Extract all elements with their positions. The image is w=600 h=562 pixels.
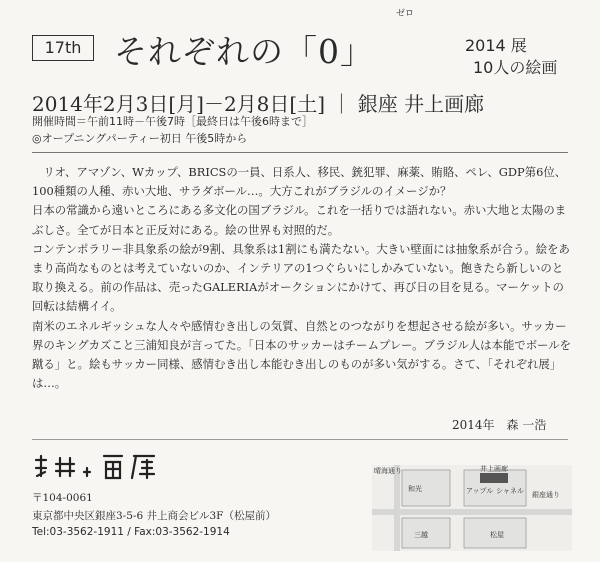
opening-party: ◎オープニングパーティー初日 午後5時から (32, 132, 248, 145)
essay-paragraph: リオ、アマゾン、Wカップ、BRICSの一員、日系人、移民、銃犯罪、麻薬、賄賂、ペレ、GDP第6位、100種類の人種、赤い大地、サラダボール…。大方これがブラジルのイメージか？ (32, 165, 567, 199)
essay-paragraph: コンテンポラリー非具象系の絵が9割、具象系は1割にも満たない。大きい壁面には抽象系が合う。絵をあまり高尚なものとは考えていないのか、インテリアの1つぐらいにしかみていない。飽きたら新しいのと取り換える。前の作品は、売ったGALERIAがオークションにかけて、再び日の目を見る。マーケットの回転は結構イイ。 (32, 241, 570, 314)
essay-paragraph: 日本の常識から遠いところにある多文化の国ブラジル。これを一括りでは語れない。赤い大地と太陽のまぶしさ。全てが日本と正反対にある。絵の世界も対照的だ。 (32, 203, 567, 237)
phone-fax: Tel:03-3562-1911 / Fax:03-3562-1914 (32, 526, 230, 538)
title-ruby: ゼロ (396, 9, 415, 19)
address: 東京都中央区銀座3-5-6 井上商会ビル3F（松屋前） (32, 510, 276, 522)
location-map (372, 465, 572, 551)
map-label-store: 和光 (408, 485, 422, 493)
essay (32, 163, 572, 393)
gallery-logo (32, 450, 162, 482)
divider (32, 152, 568, 153)
postal-code: 〒104-0061 (32, 492, 93, 504)
edition-badge: 17th (32, 35, 94, 61)
subtitle-artists: 10人の絵画 (473, 58, 558, 77)
map-label-street: 晴海通り (374, 467, 402, 475)
essay-signature: 2014年 森 一浩 (452, 418, 547, 432)
map-label-store: 松屋 (490, 531, 504, 539)
subtitle-year: 2014 展 (465, 36, 527, 55)
map-label-store: シャネル (496, 487, 524, 495)
divider (32, 439, 568, 440)
opening-hours: 開催時間＝午前11時－午後7時［最終日は午後6時まで］ (32, 115, 313, 128)
essay-paragraph: 南米のエネルギッシュな人々や感情むき出しの気質、自然とのつながりを想起させる絵が多い。サッカー界のキングカズこと三浦知良が言ってた。「日本のサッカーはチームプレー。ブラジル人は本能でボールを蹴る」と。絵もサッカー同様、感情むき出し本能むき出しのものが多い気がする。さて、「それぞれ展」は…。 (32, 318, 572, 391)
map-label-street: 銀座通り (532, 491, 560, 499)
map-label-store: アップル (466, 487, 494, 495)
exhibition-title: それぞれの「0」 (114, 32, 374, 71)
exhibition-dates: 2014年2月3日[月]－2月8日[土] ｜ 銀座 井上画廊 (32, 92, 485, 116)
map-label-store: 三越 (414, 531, 428, 539)
map-label-gallery: 井上画廊 (480, 465, 508, 473)
